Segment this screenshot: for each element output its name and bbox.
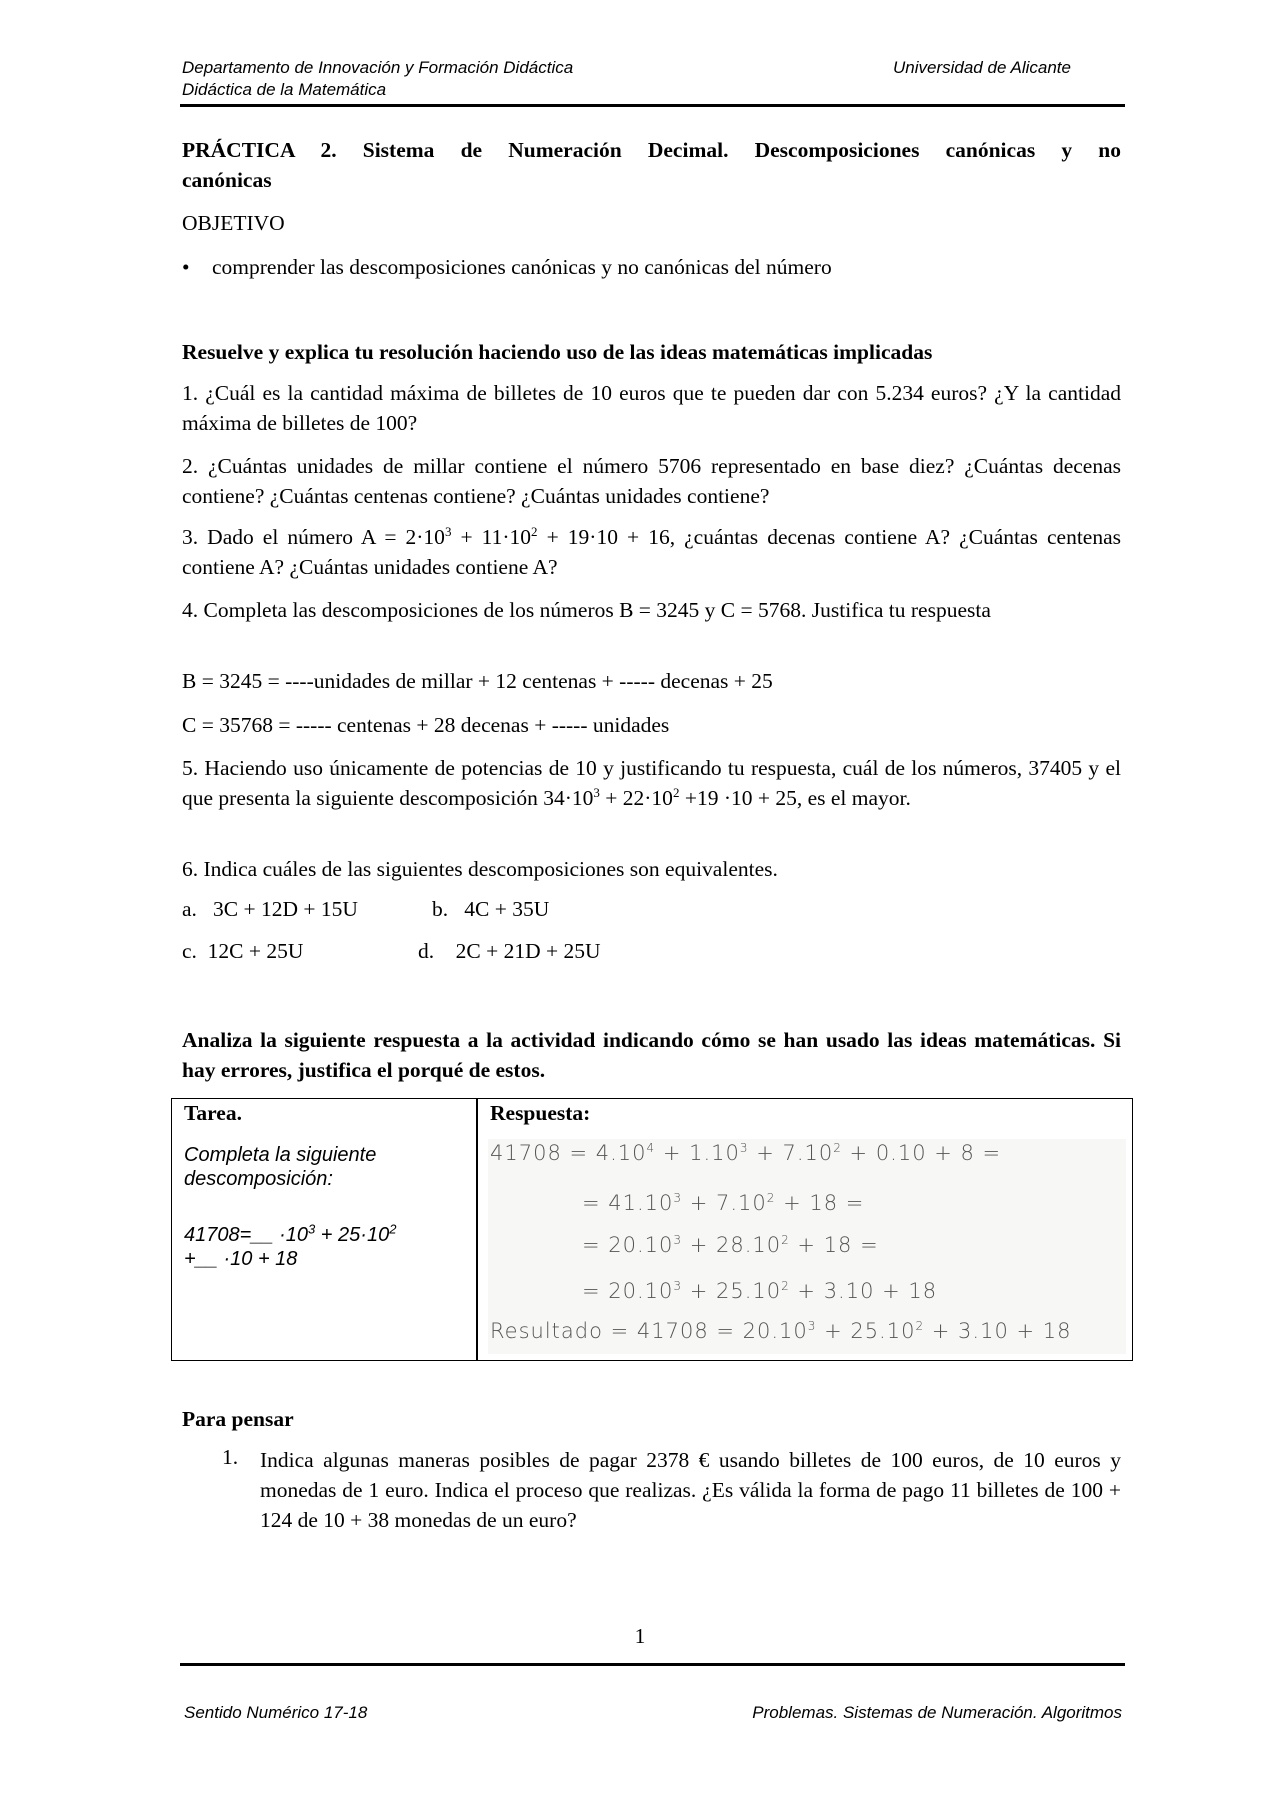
objective-text: comprender las descomposiciones canónicas y no canónicas del número	[212, 255, 832, 279]
text-segment: + 22·10	[599, 786, 673, 810]
handwritten-line-3	[582, 1233, 879, 1257]
exponent: 2	[389, 1221, 397, 1237]
exponent: 3	[308, 1221, 316, 1237]
exponent: 3	[673, 1279, 683, 1293]
objective-item	[182, 252, 1121, 282]
text-segment: + 3.10 + 18	[924, 1319, 1072, 1343]
footer-right: Problemas. Sistemas de Numeración. Algoritmos	[752, 1703, 1122, 1722]
exponent: 2	[833, 1141, 842, 1155]
text-segment: + 0.10 + 8 =	[841, 1141, 1002, 1165]
section-heading-analiza	[182, 1025, 1121, 1085]
text-segment: + 25·10	[315, 1224, 390, 1246]
task-text-1: Completa la siguiente	[184, 1144, 377, 1166]
footer-rule	[180, 1663, 1125, 1666]
task-text-2: descomposición:	[184, 1168, 333, 1190]
option-c: c. 12C + 25U	[182, 939, 304, 963]
text-segment: 41708 = 4.10	[490, 1141, 647, 1165]
think-item-1	[260, 1445, 1121, 1535]
exponent: 2	[672, 784, 680, 800]
text-segment: + 1.10	[655, 1141, 740, 1165]
exponent: 3	[739, 1141, 749, 1155]
question-4-c: C = 35768 = ----- centenas + 28 decenas + ----- unidades	[182, 713, 670, 737]
footer-left: Sentido Numérico 17-18	[184, 1703, 368, 1722]
text-segment: 5. Haciendo uso únicamente de potencias de 10 y justificando tu respuesta, cuál de los números, 37405 y el que presenta la siguiente descomposición 34·10	[182, 756, 1121, 810]
question-5	[182, 753, 1121, 813]
exponent: 3	[807, 1319, 817, 1333]
exponent: 2	[531, 523, 538, 539]
text-segment: Analiza la siguiente respuesta a la actividad indicando cómo se han usado las ideas matemáticas. Si hay errores, justifica el porqué de estos.	[182, 1028, 1121, 1082]
text-segment: Indica algunas maneras posibles de pagar 2378 € usando billetes de 100 euros, de 10 euros y monedas de 1 euro. Indica el proceso que realizas. ¿Es válida la forma de pago 11 billetes de 100 + 124 de 10 + 38 monedas de un euro?	[260, 1448, 1121, 1532]
handwritten-line-1	[490, 1141, 1001, 1165]
objective-heading: OBJETIVO	[182, 211, 285, 235]
header-department: Departamento de Innovación y Formación Didáctica	[182, 58, 574, 77]
handwritten-line-2	[582, 1191, 864, 1215]
task-answer-table	[171, 1098, 1133, 1361]
text-segment: + 19·10 + 16, ¿cuántas decenas contiene A? ¿Cuántas centenas contiene A? ¿Cuántas unidades contiene A?	[182, 525, 1121, 579]
think-heading: Para pensar	[182, 1407, 294, 1431]
exponent: 2	[766, 1191, 776, 1205]
page-title-cont: canónicas	[182, 168, 272, 192]
text-segment: 2. ¿Cuántas unidades de millar contiene el número 5706 representado en base diez? ¿Cuántas decenas contiene? ¿Cuántas centenas contiene? ¿Cuántas unidades contiene?	[182, 454, 1121, 508]
text-segment: +19 ·10 + 25, es el mayor.	[679, 786, 911, 810]
question-2	[182, 451, 1121, 511]
text-segment: 41708=__ ·10	[184, 1224, 309, 1246]
text-segment: = 20.10	[582, 1233, 674, 1257]
answer-header: Respuesta:	[490, 1101, 591, 1125]
exponent: 2	[781, 1233, 790, 1247]
header-university: Universidad de Alicante	[893, 58, 1071, 77]
think-item-number: 1.	[222, 1445, 239, 1469]
exponent: 2	[781, 1279, 790, 1293]
header-subject: Didáctica de la Matemática	[182, 80, 387, 99]
text-segment: 1. ¿Cuál es la cantidad máxima de billetes de 10 euros que te pueden dar con 5.234 euros? ¿Y la cantidad máxima de billetes de 100?	[182, 381, 1121, 435]
header-rule	[180, 104, 1125, 107]
text-segment: + 3.10 + 18	[789, 1279, 938, 1303]
question-6: 6. Indica cuáles de las siguientes descomposiciones son equivalentes.	[182, 857, 778, 881]
task-header: Tarea.	[184, 1101, 242, 1125]
exponent: 4	[646, 1141, 656, 1155]
question-4-b: B = 3245 = ----unidades de millar + 12 centenas + ----- decenas + 25	[182, 669, 773, 693]
text-segment: + 7.10	[682, 1191, 767, 1215]
text-segment: + 18 =	[775, 1191, 865, 1215]
section-heading-resuelve: Resuelve y explica tu resolución haciendo uso de las ideas matemáticas implicadas	[182, 340, 933, 364]
question-3	[182, 522, 1121, 582]
text-segment: + 18 =	[789, 1233, 879, 1257]
task-equation-2: +__ ·10 + 18	[184, 1248, 298, 1270]
text-segment: + 11·10	[451, 525, 532, 549]
table-divider	[476, 1099, 478, 1360]
text-segment: + 25.10	[816, 1319, 916, 1343]
text-segment: 4. Completa las descomposiciones de los números B = 3245 y C = 5768. Justifica tu respuesta	[182, 598, 991, 622]
task-equation-1	[184, 1223, 396, 1247]
text-segment: = 41.10	[582, 1191, 674, 1215]
text-segment: = 20.10	[582, 1279, 674, 1303]
page-number: 1	[634, 1624, 646, 1648]
handwritten-line-4	[582, 1279, 937, 1303]
option-d: d. 2C + 21D + 25U	[418, 939, 601, 963]
text-segment: + 25.10	[682, 1279, 782, 1303]
page-title: PRÁCTICA 2. Sistema de Numeración Decimal. Descomposiciones canónicas y no	[182, 138, 1121, 162]
text-segment: + 7.10	[748, 1141, 834, 1165]
question-1	[182, 378, 1121, 438]
exponent: 3	[593, 784, 600, 800]
text-segment: Resultado = 41708 = 20.10	[490, 1319, 808, 1343]
handwritten-answer-image	[488, 1139, 1126, 1354]
handwritten-line-5	[490, 1319, 1071, 1343]
option-a: a. 3C + 12D + 15U	[182, 897, 358, 921]
bullet-icon: •	[182, 255, 190, 279]
question-4	[182, 595, 1121, 625]
exponent: 2	[915, 1319, 925, 1333]
exponent: 3	[673, 1233, 683, 1247]
exponent: 3	[444, 523, 452, 539]
exponent: 3	[673, 1191, 683, 1205]
text-segment: + 28.10	[682, 1233, 782, 1257]
option-b: b. 4C + 35U	[432, 897, 550, 921]
text-segment: 3. Dado el número A = 2·10	[182, 525, 445, 549]
